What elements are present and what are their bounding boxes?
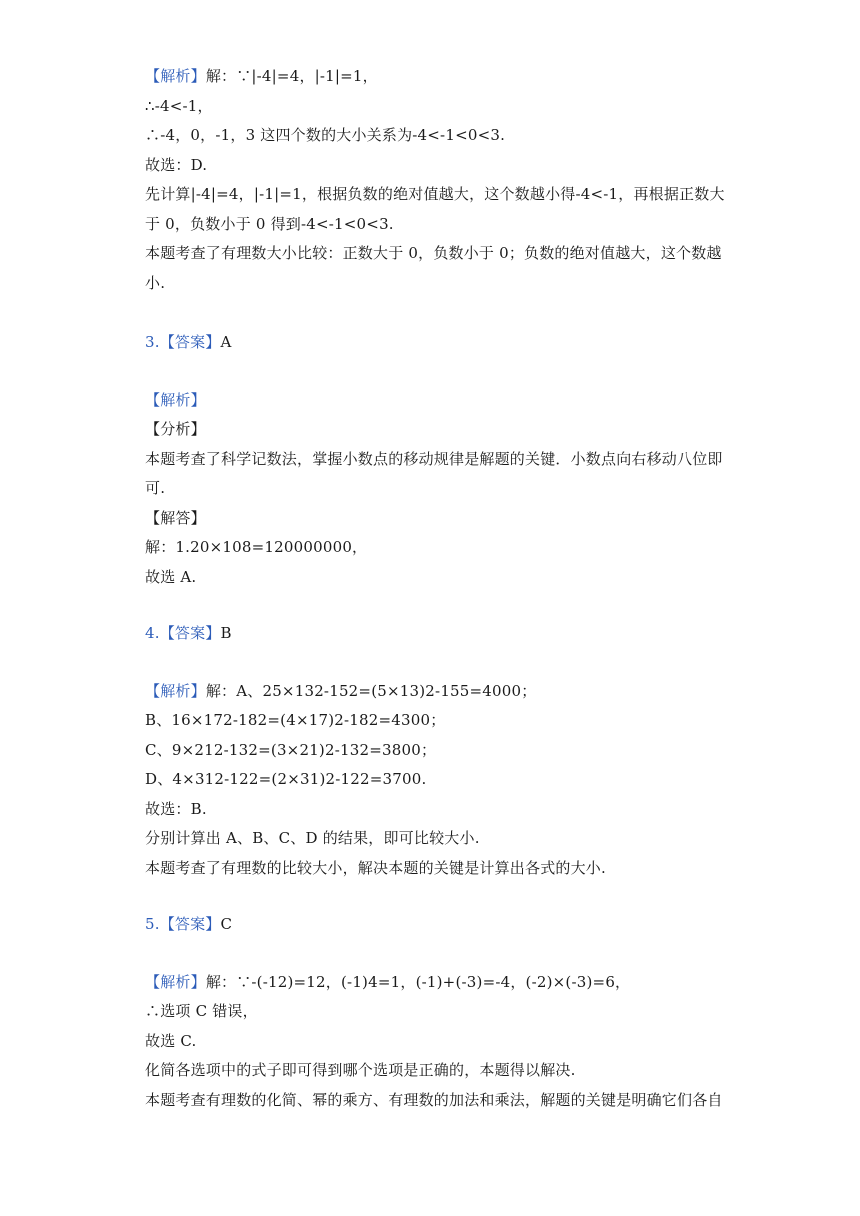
q5-answer-line <box>145 910 725 940</box>
s2-line-8: 小. <box>145 273 166 292</box>
q4-line-2: B、16×172-182=(4×17)2-182=4300； <box>145 711 446 729</box>
jiexi-tag: 【解析】 <box>145 681 206 700</box>
spacer <box>145 649 725 677</box>
q5-line-3: 故选 C. <box>145 1031 197 1050</box>
q4-line-5: 故选：B. <box>145 799 207 818</box>
jiexi-tag: 【解析】 <box>145 67 206 85</box>
answer-tag: 【答案】 <box>159 915 221 933</box>
q4-line-1 <box>145 677 725 707</box>
q4-answer-line <box>145 619 725 649</box>
answer-tag: 【答案】 <box>159 624 221 642</box>
q3-solution-2: 故选 A. <box>145 567 197 586</box>
s2-line-6: 于 0，负数小于 0 得到-4<-1<0<3. <box>145 214 394 233</box>
spacer <box>145 358 725 386</box>
spacer <box>145 940 725 968</box>
q5-text-1: 解：∵-(-12)=12，(-1)4=1，(-1)+(-3)=-4，(-2)×(-3)=6， <box>205 972 631 991</box>
q3-answer: A <box>220 333 232 351</box>
s2-line-5: 先计算|-4|=4，|-1|=1，根据负数的绝对值越大，这个数越小得-4<-1，再根据正数大 <box>145 185 725 203</box>
jiexi-tag: 【解析】 <box>145 390 206 409</box>
q4-answer: B <box>220 624 232 642</box>
q4-text-1: 解：A、25×132-152=(5×13)2-155=4000； <box>205 681 537 700</box>
spacer <box>145 298 725 328</box>
q3-answer-line <box>145 328 725 358</box>
jiexi-tag: 【解析】 <box>145 972 206 991</box>
s2-line-1 <box>145 62 725 92</box>
q4-line-6: 分别计算出 A、B、C、D 的结果，即可比较大小. <box>145 829 480 847</box>
q5-line-2: ∴选项 C 错误， <box>145 1002 258 1020</box>
q5-line-4: 化简各选项中的式子即可得到哪个选项是正确的，本题得以解决. <box>145 1061 576 1079</box>
spacer <box>145 883 725 910</box>
spacer <box>145 592 725 619</box>
q3-fenxi-text-2: 可. <box>145 479 166 497</box>
q4-line-4: D、4×312-122=(2×31)2-122=3700. <box>145 770 427 788</box>
q4-line-7: 本题考查了有理数的比较大小，解决本题的关键是计算出各式的大小. <box>145 858 606 877</box>
s2-line-3: ∴-4，0，-1，3 这四个数的大小关系为-4<-1<0<3. <box>145 126 506 144</box>
q4-line-3: C、9×212-132=(3×21)2-132=3800； <box>145 740 437 759</box>
q3-fenxi-line: 【分析】 <box>145 420 206 438</box>
q3-fenxi-text-1: 本题考查了科学记数法，掌握小数点的移动规律是解题的关键．小数点向右移动八位即 <box>145 449 723 468</box>
q3-solution-1: 解：1.20×108=120000000， <box>145 538 368 556</box>
q5-answer: C <box>220 915 233 933</box>
s2-line-2: ∴-4<-1， <box>145 96 213 115</box>
q5-number: 5. <box>145 915 160 933</box>
s2-line-7: 本题考查了有理数大小比较：正数大于 0，负数小于 0；负数的绝对值越大，这个数越 <box>145 244 722 262</box>
q4-number: 4. <box>145 624 160 642</box>
answer-tag: 【答案】 <box>159 333 221 351</box>
q5-line-5: 本题考查有理数的化简、幂的乘方、有理数的加法和乘法，解题的关键是明确它们各自 <box>145 1090 723 1109</box>
q3-jieda-line: 【解答】 <box>145 508 206 527</box>
s2-text-1: 解：∵|-4|=4，|-1|=1， <box>205 67 378 85</box>
q5-line-1 <box>145 968 725 998</box>
q3-jiexi-line <box>145 386 725 416</box>
document-page <box>145 62 725 1115</box>
q3-number: 3. <box>145 333 160 351</box>
s2-line-4: 故选：D. <box>145 155 208 174</box>
